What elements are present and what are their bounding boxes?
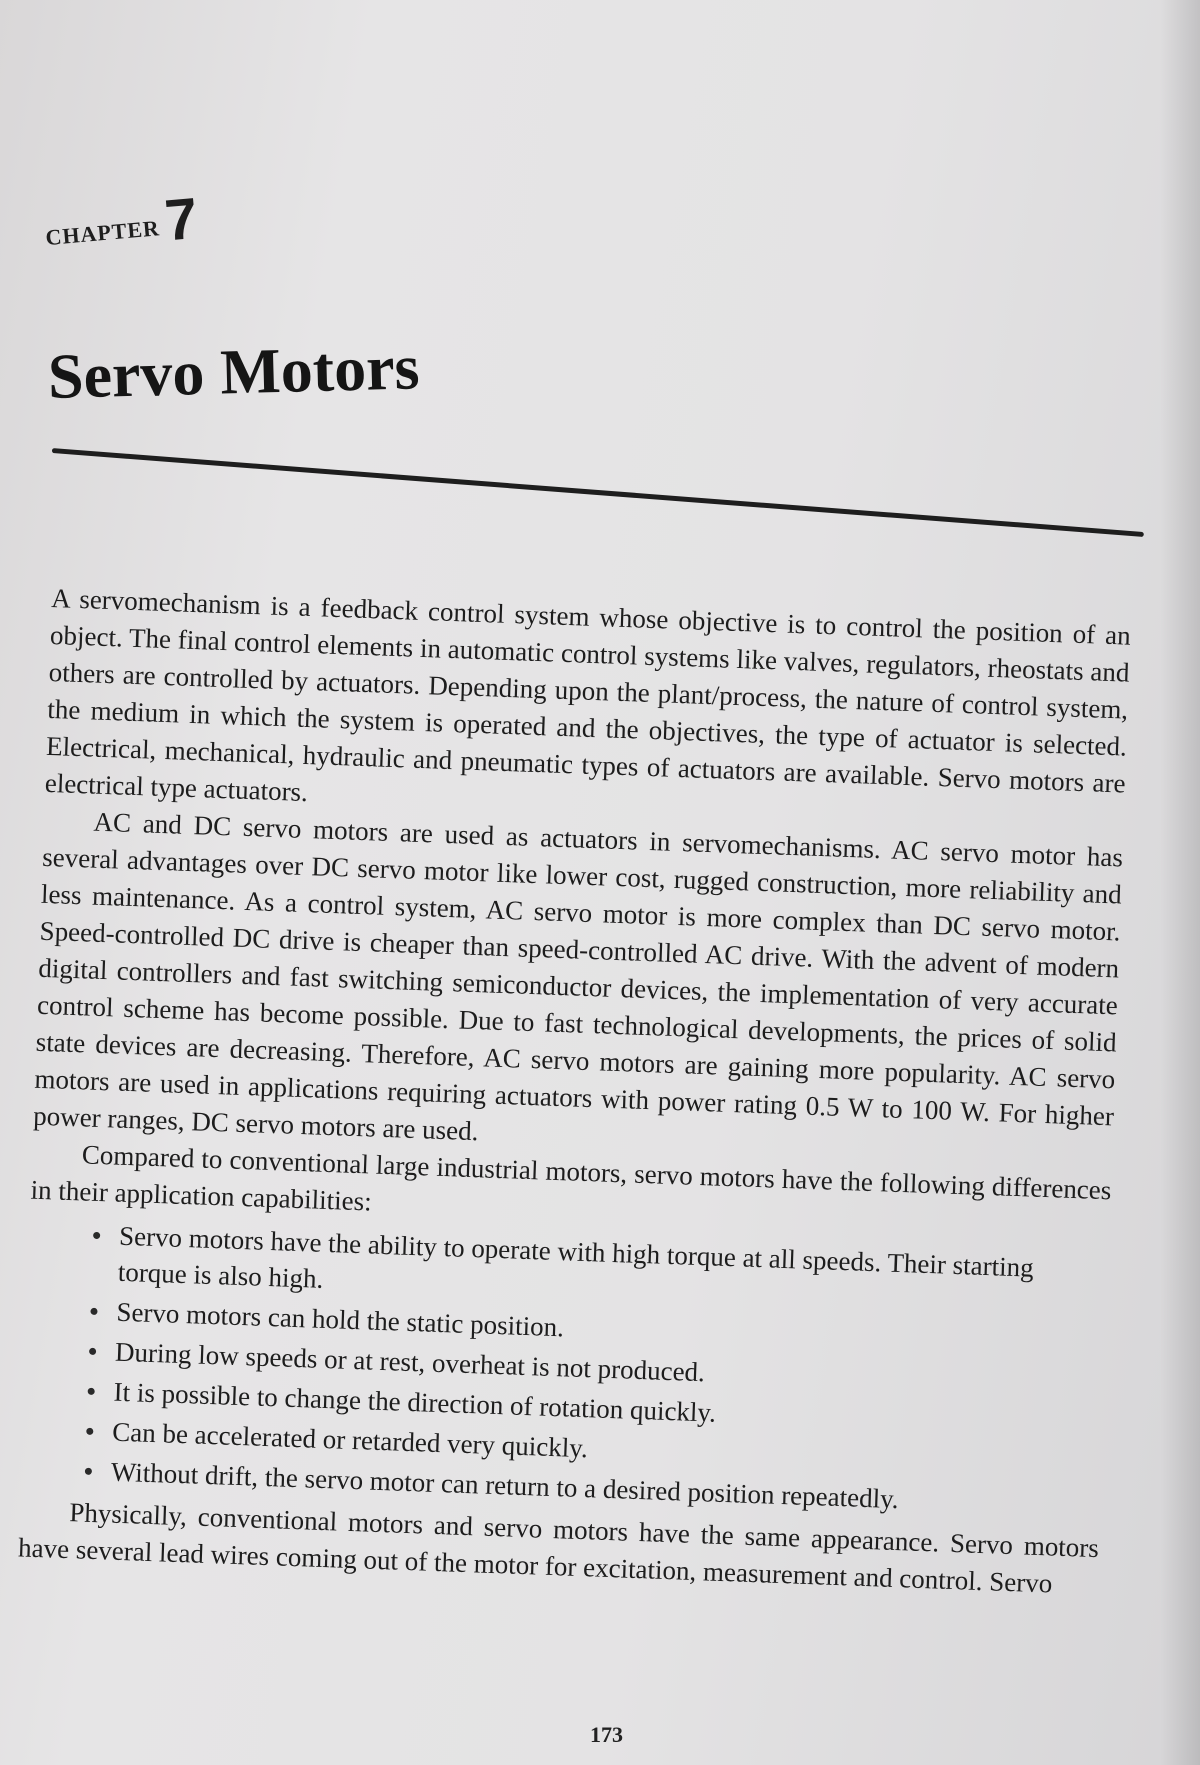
bullet-icon [93, 1232, 100, 1239]
paragraph-closing: Physically, conventional motors and servo motors have the same appearance. Servo motors have several lead wires coming out of the motor for excitation, measurement and control. Servo [17, 1497, 1100, 1599]
list-item-text: It is possible to change the direction of rotation quickly. [113, 1376, 717, 1428]
list-item-text: Can be accelerated or retarded very quickly. [111, 1416, 589, 1464]
paragraph-ac-dc: AC and DC servo motors are used as actuators in servomechanisms. AC servo motor has several advantages over DC servo motor like lower cost, rugged construction, more reliability and less maintenance. As a control system, AC servo motor is more complex than DC servo motor. Speed-controlled DC drive is cheaper than speed-controlled AC drive. With the advent of modern digital controllers and fast switching semiconductor devices, the implementation of very accurate control scheme has become possible. Due to fast technological developments, the prices of solid state devices are decreasing. Therefore, AC servo motors are gaining more popularity. AC servo motors are used in applications requiring actuators with power rating 0.5 W to 100 W. For higher power ranges, DC servo motors are used. [32, 806, 1124, 1147]
bullet-icon [85, 1468, 92, 1475]
page-edge-shadow [1160, 0, 1200, 1765]
chapter-word: CHAPTER [44, 215, 161, 251]
bullet-icon [89, 1348, 96, 1355]
chapter-title: Servo Motors [47, 331, 421, 412]
list-item-text: Servo motors have the ability to operate with high torque at all speeds. Their starting torque is also high. [117, 1220, 1035, 1294]
capabilities-list [20, 1215, 1109, 1525]
bullet-icon [88, 1388, 95, 1395]
bullet-icon [90, 1308, 97, 1315]
paragraph-compared: Compared to conventional large industrial motors, servo motors have the following differences in their application capabilities: [30, 1139, 1112, 1217]
list-item-text: During low speeds or at rest, overheat is not produced. [114, 1336, 706, 1388]
paragraph-intro: A servomechanism is a feedback control system whose objective is to control the position of an object. The final control elements in automatic control systems like valves, regulators, rheostats and others are controlled by actuators. Depending upon the plant/process, the nature of control system, the medium in which the system is operated and the objectives, the type of actuator is selected. Electrical, mechanical, hydraulic and pneumatic types of actuators are available. Servo motors are electrical type actuators. [44, 582, 1132, 808]
list-item-text: Servo motors can hold the static position. [115, 1296, 565, 1343]
bullet-icon [86, 1428, 93, 1435]
title-rule-divider [52, 448, 1144, 537]
body-text [18, 580, 1132, 1604]
chapter-label [42, 185, 200, 265]
chapter-number: 7 [162, 185, 201, 254]
page-number: 173 [590, 1722, 623, 1747]
list-item-text: Without drift, the servo motor can return to a desired position repeatedly. [110, 1456, 900, 1515]
